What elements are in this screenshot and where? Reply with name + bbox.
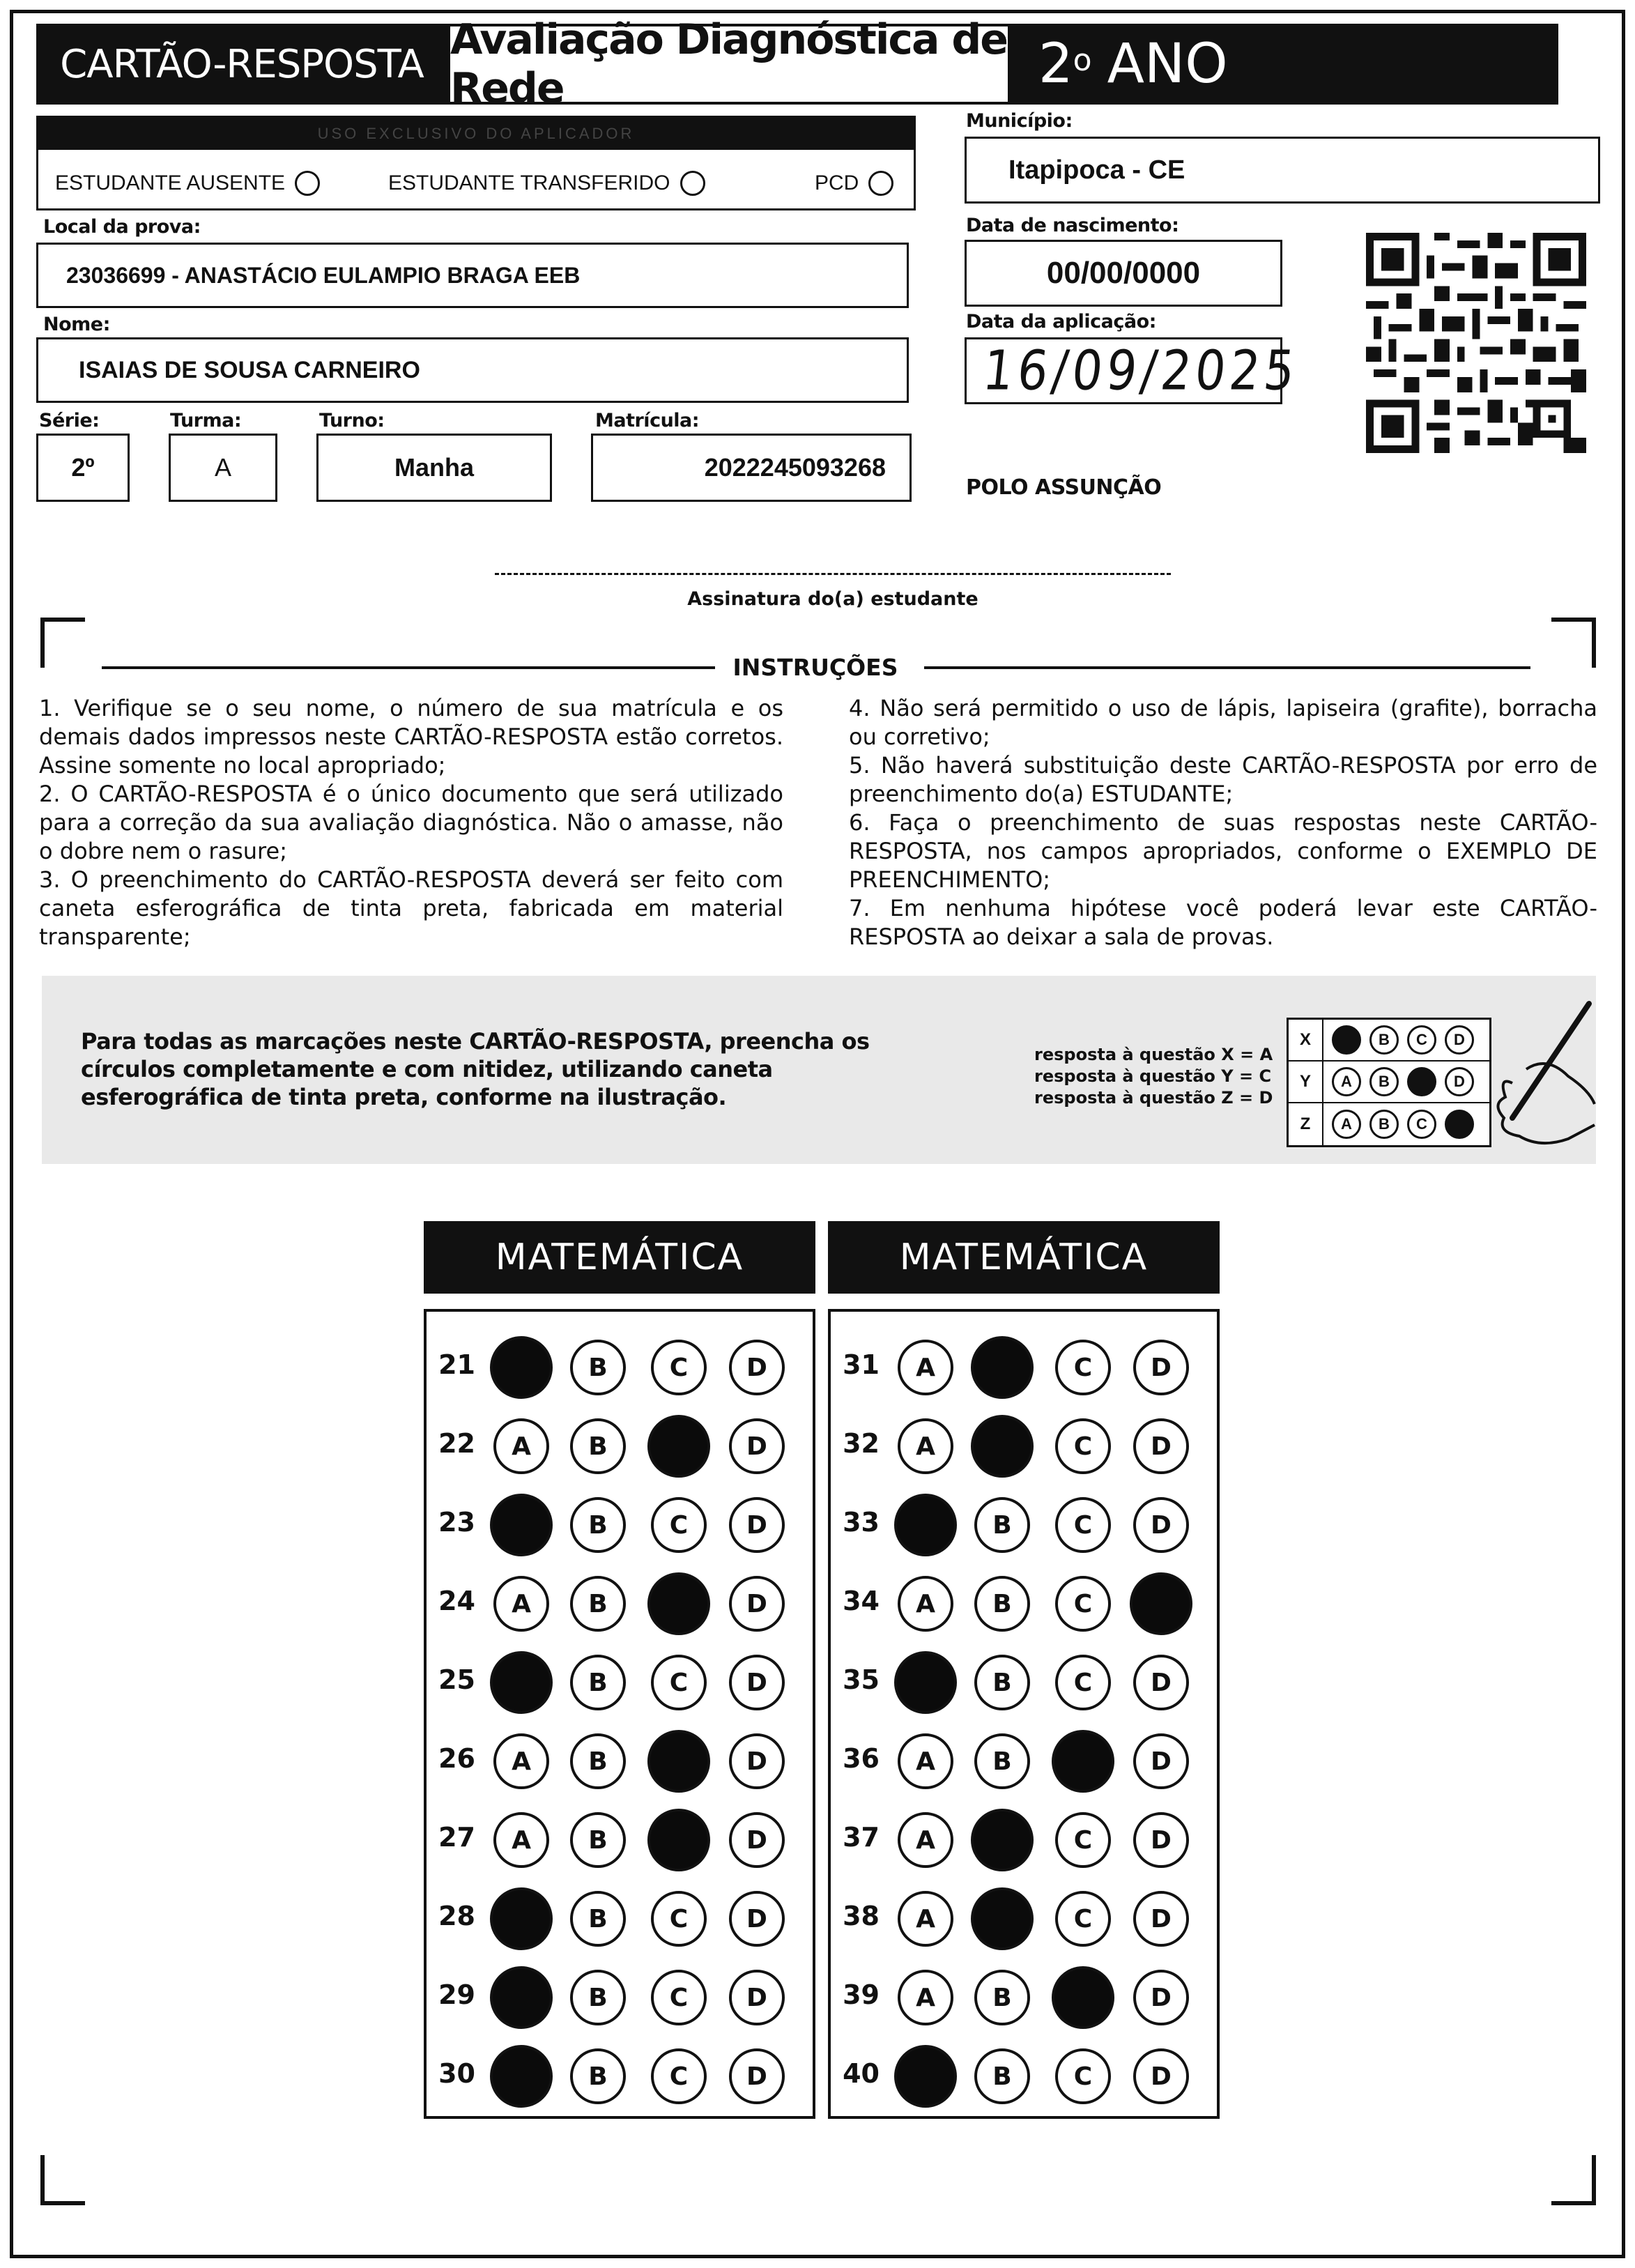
question-row bbox=[831, 1722, 1217, 1799]
example-legend-item: resposta à questão Z = D bbox=[1034, 1088, 1273, 1108]
example-bubble-b: B bbox=[1369, 1067, 1399, 1096]
answer-bubble-b[interactable]: B bbox=[974, 1576, 1030, 1632]
signature-label: Assinatura do(a) estudante bbox=[687, 588, 978, 610]
answer-bubble-d[interactable]: D bbox=[729, 1655, 785, 1710]
section-title-right bbox=[828, 1221, 1220, 1294]
answer-bubble-c[interactable]: C bbox=[1055, 1497, 1111, 1553]
example-bubble-d: D bbox=[1445, 1067, 1474, 1096]
answer-bubble-a[interactable] bbox=[490, 1336, 553, 1399]
polo-label: POLO ASSUNÇÃO bbox=[966, 475, 1162, 500]
answer-bubble-d[interactable]: D bbox=[729, 1576, 785, 1632]
answer-bubble-a[interactable]: A bbox=[493, 1576, 549, 1632]
transferred-label: ESTUDANTE TRANSFERIDO bbox=[388, 171, 670, 194]
serie-label: Série: bbox=[39, 410, 100, 431]
answer-bubble-d[interactable]: D bbox=[1133, 1418, 1189, 1474]
pcd-label: PCD bbox=[815, 171, 859, 194]
answer-bubble-a[interactable]: A bbox=[898, 1891, 953, 1947]
answer-bubble-c[interactable] bbox=[1052, 1730, 1114, 1793]
answer-bubble-a[interactable] bbox=[490, 1651, 553, 1714]
answer-bubble-d[interactable]: D bbox=[729, 1812, 785, 1868]
answer-bubble-c[interactable] bbox=[647, 1415, 710, 1478]
application-date-handwritten: 16/09/2025 bbox=[980, 339, 1302, 403]
answer-bubble-c[interactable]: C bbox=[651, 2048, 707, 2104]
answer-bubble-c[interactable]: C bbox=[651, 1891, 707, 1947]
answer-bubble-b[interactable]: B bbox=[570, 2048, 626, 2104]
example-bubble-a: A bbox=[1332, 1110, 1361, 1139]
answer-bubble-a[interactable] bbox=[894, 2045, 957, 2108]
answer-bubble-b[interactable] bbox=[971, 1336, 1034, 1399]
answer-bubble-b[interactable]: B bbox=[570, 1497, 626, 1553]
answer-bubble-a[interactable]: A bbox=[898, 1576, 953, 1632]
answer-bubble-b[interactable] bbox=[971, 1415, 1034, 1478]
example-bubble-b: B bbox=[1369, 1025, 1399, 1055]
answer-bubble-b[interactable]: B bbox=[570, 1576, 626, 1632]
question-number: 35 bbox=[843, 1664, 880, 1695]
answer-bubble-d[interactable]: D bbox=[729, 1340, 785, 1395]
answer-bubble-a[interactable]: A bbox=[493, 1812, 549, 1868]
answer-bubble-b[interactable]: B bbox=[974, 2048, 1030, 2104]
answer-bubble-d[interactable]: D bbox=[729, 2048, 785, 2104]
instruction-item: 5. Não haverá substituição deste CARTÃO-RESPOSTA por erro de preenchimento do(a) ESTUDANTE; bbox=[849, 752, 1597, 807]
turma-field bbox=[169, 434, 277, 502]
example-bubble-d bbox=[1445, 1110, 1474, 1139]
answer-block-right bbox=[828, 1309, 1220, 2119]
absent-circle[interactable] bbox=[295, 171, 320, 196]
answer-bubble-b[interactable]: B bbox=[570, 1340, 626, 1395]
instruction-item: 3. O preenchimento do CARTÃO-RESPOSTA deverá ser feito com caneta esferográfica de tinta preta, fabricada em material transparente; bbox=[39, 866, 783, 950]
answer-bubble-d[interactable]: D bbox=[1133, 1655, 1189, 1710]
answer-bubble-b[interactable]: B bbox=[974, 1497, 1030, 1553]
applicator-bar bbox=[38, 118, 914, 150]
example-legend-item: resposta à questão X = A bbox=[1034, 1045, 1273, 1064]
turno-field bbox=[316, 434, 552, 502]
answer-bubble-a[interactable]: A bbox=[898, 1418, 953, 1474]
question-row bbox=[831, 1880, 1217, 1956]
question-row bbox=[831, 1801, 1217, 1878]
question-row bbox=[831, 2037, 1217, 2114]
question-row bbox=[427, 1565, 813, 1641]
answer-bubble-d[interactable]: D bbox=[1133, 1733, 1189, 1789]
birth-field bbox=[965, 240, 1282, 307]
answer-bubble-c[interactable] bbox=[647, 1809, 710, 1871]
question-row bbox=[427, 1328, 813, 1405]
example-row-key: Z bbox=[1289, 1103, 1323, 1145]
corner-mark-top-left bbox=[40, 618, 85, 668]
matricula-label: Matrícula: bbox=[595, 410, 700, 431]
serie-value: 2º bbox=[71, 453, 95, 482]
question-row bbox=[831, 1565, 1217, 1641]
answer-bubble-d[interactable]: D bbox=[1133, 1970, 1189, 2025]
example-row bbox=[1289, 1062, 1489, 1103]
example-bubble-b: B bbox=[1369, 1110, 1399, 1139]
instruction-item: 1. Verifique se o seu nome, o número de sua matrícula e os demais dados impressos neste CARTÃO-RESPOSTA estão corretos. Assine somente no local apropriado; bbox=[39, 695, 783, 779]
signature-line[interactable] bbox=[495, 573, 1171, 575]
answer-bubble-d[interactable]: D bbox=[729, 1733, 785, 1789]
applicator-options bbox=[55, 171, 898, 199]
absent-option[interactable] bbox=[55, 171, 320, 196]
answer-bubble-a[interactable] bbox=[490, 1966, 553, 2029]
answer-bubble-c[interactable]: C bbox=[651, 1497, 707, 1553]
corner-mark-bottom-left bbox=[40, 2155, 85, 2205]
question-number: 30 bbox=[438, 2058, 475, 2089]
question-row bbox=[427, 1643, 813, 1720]
answer-bubble-c[interactable]: C bbox=[1055, 2048, 1111, 2104]
grade-suffix: ANO bbox=[1107, 33, 1228, 95]
matricula-field bbox=[591, 434, 912, 502]
answer-bubble-d[interactable]: D bbox=[729, 1418, 785, 1474]
question-number: 31 bbox=[843, 1349, 880, 1380]
question-number: 29 bbox=[438, 1979, 475, 2010]
question-number: 25 bbox=[438, 1664, 475, 1695]
answer-bubble-d[interactable]: D bbox=[1133, 1340, 1189, 1395]
turno-label: Turno: bbox=[319, 410, 385, 431]
answer-bubble-d[interactable]: D bbox=[1133, 1812, 1189, 1868]
local-value: 23036699 - ANASTÁCIO EULAMPIO BRAGA EEB bbox=[66, 262, 581, 288]
question-number: 21 bbox=[438, 1349, 475, 1380]
answer-bubble-a[interactable]: A bbox=[493, 1418, 549, 1474]
answer-bubble-c[interactable]: C bbox=[651, 1655, 707, 1710]
answer-bubble-a[interactable]: A bbox=[898, 1340, 953, 1395]
name-label: Nome: bbox=[43, 314, 110, 335]
answer-bubble-c[interactable]: C bbox=[1055, 1418, 1111, 1474]
absent-label: ESTUDANTE AUSENTE bbox=[55, 171, 286, 194]
answer-bubble-a[interactable] bbox=[490, 1494, 553, 1556]
example-text: Para todas as marcações neste CARTÃO-RESPOSTA, preencha os círculos completamente e com nitidez, utilizando caneta esferográfica de tinta preta, conforme na ilustração. bbox=[81, 1028, 870, 1110]
applicator-box bbox=[36, 116, 916, 210]
birth-value: 00/00/0000 bbox=[1046, 256, 1201, 290]
answer-bubble-a[interactable]: A bbox=[898, 1812, 953, 1868]
question-number: 36 bbox=[843, 1743, 880, 1774]
grade-banner bbox=[1011, 24, 1558, 105]
question-row bbox=[427, 1486, 813, 1563]
municipio-field bbox=[965, 137, 1600, 204]
answer-block-left bbox=[424, 1309, 815, 2119]
answer-bubble-b[interactable] bbox=[971, 1809, 1034, 1871]
name-field bbox=[36, 337, 909, 403]
instruction-item: 7. Em nenhuma hipótese você poderá levar este CARTÃO-RESPOSTA ao deixar a sala de provas. bbox=[849, 895, 1597, 950]
answer-bubble-a[interactable] bbox=[490, 1887, 553, 1950]
question-number: 27 bbox=[438, 1822, 475, 1853]
application-date-field bbox=[965, 337, 1302, 404]
example-grid bbox=[1287, 1018, 1491, 1147]
pcd-circle[interactable] bbox=[868, 171, 893, 196]
turma-value: A bbox=[214, 453, 231, 482]
answer-bubble-c[interactable]: C bbox=[1055, 1340, 1111, 1395]
instructions-rule-right bbox=[924, 666, 1530, 669]
example-legend bbox=[1034, 1044, 1273, 1109]
instruction-item: 2. O CARTÃO-RESPOSTA é o único documento que será utilizado para a correção da sua avaliação diagnóstica. Não o amasse, não o dobre nem o rasure; bbox=[39, 781, 783, 864]
question-number: 26 bbox=[438, 1743, 475, 1774]
answer-bubble-c[interactable] bbox=[1052, 1966, 1114, 2029]
grade-number: 2 bbox=[1038, 33, 1073, 95]
example-bubble-a bbox=[1332, 1025, 1361, 1055]
matricula-value: 2022245093268 bbox=[704, 453, 886, 482]
question-number: 40 bbox=[843, 2058, 880, 2089]
answer-bubble-d[interactable]: D bbox=[1133, 2048, 1189, 2104]
question-row bbox=[831, 1407, 1217, 1484]
example-legend-item: resposta à questão Y = C bbox=[1034, 1066, 1272, 1086]
municipio-value: Itapipoca - CE bbox=[1008, 155, 1185, 185]
answer-bubble-c[interactable]: C bbox=[1055, 1655, 1111, 1710]
grade-ordinal: o bbox=[1073, 42, 1092, 78]
instruction-item: 4. Não será permitido o uso de lápis, lapiseira (grafite), borracha ou corretivo; bbox=[849, 695, 1597, 750]
answer-bubble-c[interactable]: C bbox=[651, 1970, 707, 2025]
answer-bubble-d[interactable]: D bbox=[729, 1970, 785, 2025]
turno-value: Manha bbox=[394, 453, 474, 482]
answer-bubble-a[interactable]: A bbox=[898, 1733, 953, 1789]
question-number: 22 bbox=[438, 1428, 475, 1459]
answer-bubble-c[interactable] bbox=[647, 1730, 710, 1793]
question-number: 38 bbox=[843, 1901, 880, 1931]
question-row bbox=[831, 1328, 1217, 1405]
question-number: 33 bbox=[843, 1507, 880, 1538]
question-row bbox=[831, 1486, 1217, 1563]
answer-bubble-c[interactable]: C bbox=[1055, 1891, 1111, 1947]
corner-mark-bottom-right bbox=[1551, 2155, 1596, 2205]
question-number: 32 bbox=[843, 1428, 880, 1459]
example-bubble-d: D bbox=[1445, 1025, 1474, 1055]
answer-bubble-d[interactable] bbox=[1130, 1572, 1192, 1635]
answer-bubble-a[interactable]: A bbox=[493, 1733, 549, 1789]
doc-type-label: CARTÃO-RESPOSTA bbox=[60, 41, 424, 87]
question-number: 34 bbox=[843, 1586, 880, 1616]
question-number: 37 bbox=[843, 1822, 880, 1853]
local-label: Local da prova: bbox=[43, 216, 201, 238]
instruction-item: 6. Faça o preenchimento de suas respostas neste CARTÃO-RESPOSTA, nos campos apropriados, conforme o EXEMPLO DE PREENCHIMENTO; bbox=[849, 809, 1597, 893]
pcd-option[interactable] bbox=[815, 171, 893, 196]
transferred-circle[interactable] bbox=[680, 171, 705, 196]
answer-bubble-c[interactable]: C bbox=[1055, 1576, 1111, 1632]
answer-bubble-a[interactable] bbox=[894, 1494, 957, 1556]
question-number: 24 bbox=[438, 1586, 475, 1616]
example-bubble-c bbox=[1407, 1067, 1436, 1096]
question-row bbox=[427, 1407, 813, 1484]
answer-bubble-b[interactable]: B bbox=[974, 1655, 1030, 1710]
instructions-title: INSTRUÇÕES bbox=[732, 654, 898, 681]
municipio-label: Município: bbox=[966, 110, 1073, 132]
example-bubble-c: C bbox=[1407, 1110, 1436, 1139]
answer-bubble-a[interactable]: A bbox=[898, 1970, 953, 2025]
example-row bbox=[1289, 1103, 1489, 1145]
answer-bubble-d[interactable]: D bbox=[729, 1497, 785, 1553]
answer-bubble-b[interactable]: B bbox=[974, 1970, 1030, 2025]
question-row bbox=[427, 1722, 813, 1799]
answer-bubble-a[interactable] bbox=[490, 2045, 553, 2108]
example-row bbox=[1289, 1020, 1489, 1062]
question-row bbox=[427, 2037, 813, 2114]
question-number: 23 bbox=[438, 1507, 475, 1538]
corner-mark-top-right bbox=[1551, 618, 1596, 668]
section-title-right-text: MATEMÁTICA bbox=[899, 1236, 1149, 1278]
question-number: 39 bbox=[843, 1979, 880, 2010]
answer-bubble-b[interactable]: B bbox=[570, 1812, 626, 1868]
hand-with-pen-icon bbox=[1484, 999, 1596, 1160]
answer-bubble-b[interactable]: B bbox=[570, 1733, 626, 1789]
question-row bbox=[427, 1801, 813, 1878]
answer-bubble-c[interactable] bbox=[647, 1572, 710, 1635]
birth-label: Data de nascimento: bbox=[966, 215, 1179, 236]
transferred-option[interactable] bbox=[388, 171, 705, 196]
question-number: 28 bbox=[438, 1901, 475, 1931]
example-row-key: Y bbox=[1289, 1062, 1323, 1102]
answer-bubble-c[interactable]: C bbox=[1055, 1812, 1111, 1868]
answer-bubble-a[interactable] bbox=[894, 1651, 957, 1714]
applicator-bar-text: USO EXCLUSIVO DO APLICADOR bbox=[317, 125, 635, 142]
answer-bubble-d[interactable]: D bbox=[1133, 1891, 1189, 1947]
answer-bubble-b[interactable]: B bbox=[570, 1655, 626, 1710]
evaluation-title-text: Avaliação Diagnóstica de Rede bbox=[450, 15, 1007, 113]
application-date-label: Data da aplicação: bbox=[966, 311, 1156, 332]
qr-code-icon bbox=[1366, 233, 1586, 453]
instructions-rule-left bbox=[102, 666, 715, 669]
instructions-right-column bbox=[849, 694, 1597, 951]
question-row bbox=[831, 1643, 1217, 1720]
answer-bubble-b[interactable]: B bbox=[570, 1891, 626, 1947]
answer-bubble-d[interactable]: D bbox=[729, 1891, 785, 1947]
evaluation-title bbox=[447, 15, 1011, 113]
question-row bbox=[427, 1880, 813, 1956]
answer-bubble-b[interactable]: B bbox=[570, 1418, 626, 1474]
section-title-left bbox=[424, 1221, 815, 1294]
instructions-left-column bbox=[39, 694, 783, 951]
local-field bbox=[36, 243, 909, 308]
section-title-left-text: MATEMÁTICA bbox=[495, 1236, 744, 1278]
answer-bubble-b[interactable]: B bbox=[974, 1733, 1030, 1789]
answer-bubble-b[interactable]: B bbox=[570, 1970, 626, 2025]
turma-label: Turma: bbox=[170, 410, 242, 431]
example-bubble-a: A bbox=[1332, 1067, 1361, 1096]
serie-field bbox=[36, 434, 130, 502]
answer-bubble-b[interactable] bbox=[971, 1887, 1034, 1950]
doc-type-banner bbox=[36, 24, 447, 105]
example-bubble-c: C bbox=[1407, 1025, 1436, 1055]
answer-bubble-c[interactable]: C bbox=[651, 1340, 707, 1395]
question-row bbox=[831, 1959, 1217, 2035]
question-row bbox=[427, 1959, 813, 2035]
answer-bubble-d[interactable]: D bbox=[1133, 1497, 1189, 1553]
example-row-key: X bbox=[1289, 1020, 1323, 1060]
name-value: ISAIAS DE SOUSA CARNEIRO bbox=[79, 356, 420, 383]
